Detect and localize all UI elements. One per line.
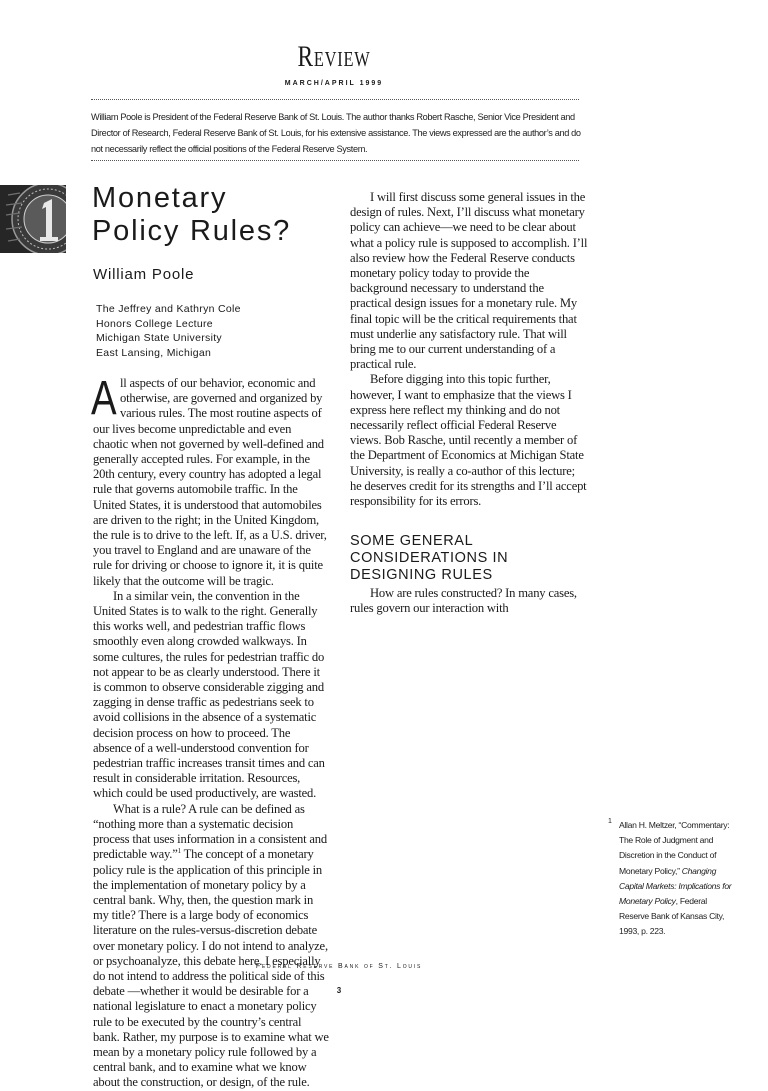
footnote-reference[interactable]: 1: [177, 847, 181, 856]
article-title-line: Policy Rules?: [92, 215, 292, 247]
footnote-text-part: Allan H. Meltzer, “Commentary: The Role of Judgment and Discretion in the Conduct of Monetary Policy,”: [619, 820, 730, 876]
coin-logo-image: [0, 185, 66, 253]
paragraph-text: ll aspects of our behavior, economic and otherwise, are governed and organized by various rules. The most routine aspects of our lives become unpredictable and even chaotic when not governed by well-defined and generally accepted rules. For example, in the 20th century, every country has adopted a legal rule that governs automobile traffic. In the United States, it is understood that automobiles are driven to the right; in the United Kingdom, the rule is to drive to the left. If, as a U.S. driver, you travel to England and are unaware of the rule for driving or choose to ignore it, it is quite likely that the outcome will be tragic.: [93, 376, 327, 588]
affiliation-block: [96, 302, 241, 360]
body-column-right: [350, 190, 588, 617]
article-title: [92, 182, 332, 248]
paragraph: [93, 802, 329, 1091]
paragraph-text: What is a rule? A rule can be defined as “nothing more than a systematic decision process that uses information in a consistent and predictable way.”: [93, 801, 327, 862]
footnote: [608, 818, 733, 940]
divider: [91, 99, 579, 100]
drop-cap: A: [91, 372, 117, 425]
affiliation-line: Michigan State University: [96, 332, 222, 344]
affiliation-line: Honors College Lecture: [96, 317, 213, 330]
article-title-line: Monetary: [92, 182, 228, 214]
paragraph: I will first discuss some general issues in the design of rules. Next, I’ll discuss what monetary policy can achieve—we need to be clear about what a policy rule is supposed to accomplish. I’ll also review how the Federal Reserve conducts monetary policy today to provide the background necessary to understand the practical design issues for a monetary rule. My final topic will be the critical requirements that must underlie any satisfactory rule. That will bring me to our current understanding of a practical rule.: [350, 190, 588, 372]
footer-publisher: Federal Reserve Bank of St. Louis: [255, 963, 423, 970]
paragraph-text: The concept of a monetary policy rule is the application of this principle in the implementation of monetary policy by a central bank. Why, then, the question mark in my title? There is a large body of economics literature on the rules-versus-discretion debate over monetary policy. I do not intend to analyze, or psychoanalyze, this debate here. I especially do not intend to address the political side of this debate —whether it would be desirable for a national legislature to enact a monetary policy rule to be executed by the country’s central bank. Rather, my purpose is to examine what we mean by a monetary policy rule followed by a central bank, and to examine what we know about the construction, or design, of the rule.: [93, 847, 329, 1090]
footnote-text: [619, 818, 733, 940]
footnote-text-part: , Federal Reserve Bank of Kansas City, 1993, p. 223.: [619, 896, 725, 937]
paragraph: How are rules constructed? In many cases, rules govern our interaction with: [350, 586, 577, 616]
footnote-number: 1: [608, 818, 612, 825]
section-heading: SOME GENERAL CONSIDERATIONS IN DESIGNING RULES: [350, 533, 509, 584]
masthead-title: Review: [297, 40, 371, 73]
footnote-book-title: Changing Capital Markets: Implications for Monetary Policy: [619, 865, 732, 907]
author-byline: William Poole: [93, 266, 195, 283]
divider: [91, 160, 579, 161]
issue-date: MARCH/APRIL 1999: [284, 80, 384, 87]
affiliation-line: The Jeffrey and Kathryn Cole: [96, 303, 241, 315]
paragraph: [91, 372, 329, 589]
page-number: 3: [336, 986, 342, 995]
body-column-left: [91, 372, 329, 1091]
author-note: William Poole is President of the Federal Reserve Bank of St. Louis. The author thanks Robert Rasche, Senior Vice President and Director of Research, Federal Reserve Bank of St. Louis, for his extensive assistance. The views expressed are the author’s and do not necessarily reflect the official positions of the Federal Reserve System.: [91, 112, 581, 154]
affiliation-line: East Lansing, Michigan: [96, 346, 212, 359]
paragraph: In a similar vein, the convention in the United States is to walk to the right. Generally this works well, and pedestrian traffic flows smoothly even along crowded walkways. In some cultures, the rules for pedestrian traffic do not appear to be as clearly understood. There it is common to observe considerable zigging and zagging in dense traffic as pedestrians seek to avoid collisions in the absence of a systematic decision process on how to proceed. The absence of a well-understood convention for pedestrian traffic increases transit times and can result in considerable irritation. Resources, which could be used productively, are wasted.: [93, 588, 325, 801]
paragraph: Before digging into this topic further, however, I want to emphasize that the views I express here reflect my thinking and do not necessarily reflect official Federal Reserve views. Bob Rasche, until recently a member of the Department of Economics at Michigan State University, is really a co-author of this lecture; he deserves credit for its strengths and I’ll accept responsibility for its errors.: [350, 372, 587, 509]
